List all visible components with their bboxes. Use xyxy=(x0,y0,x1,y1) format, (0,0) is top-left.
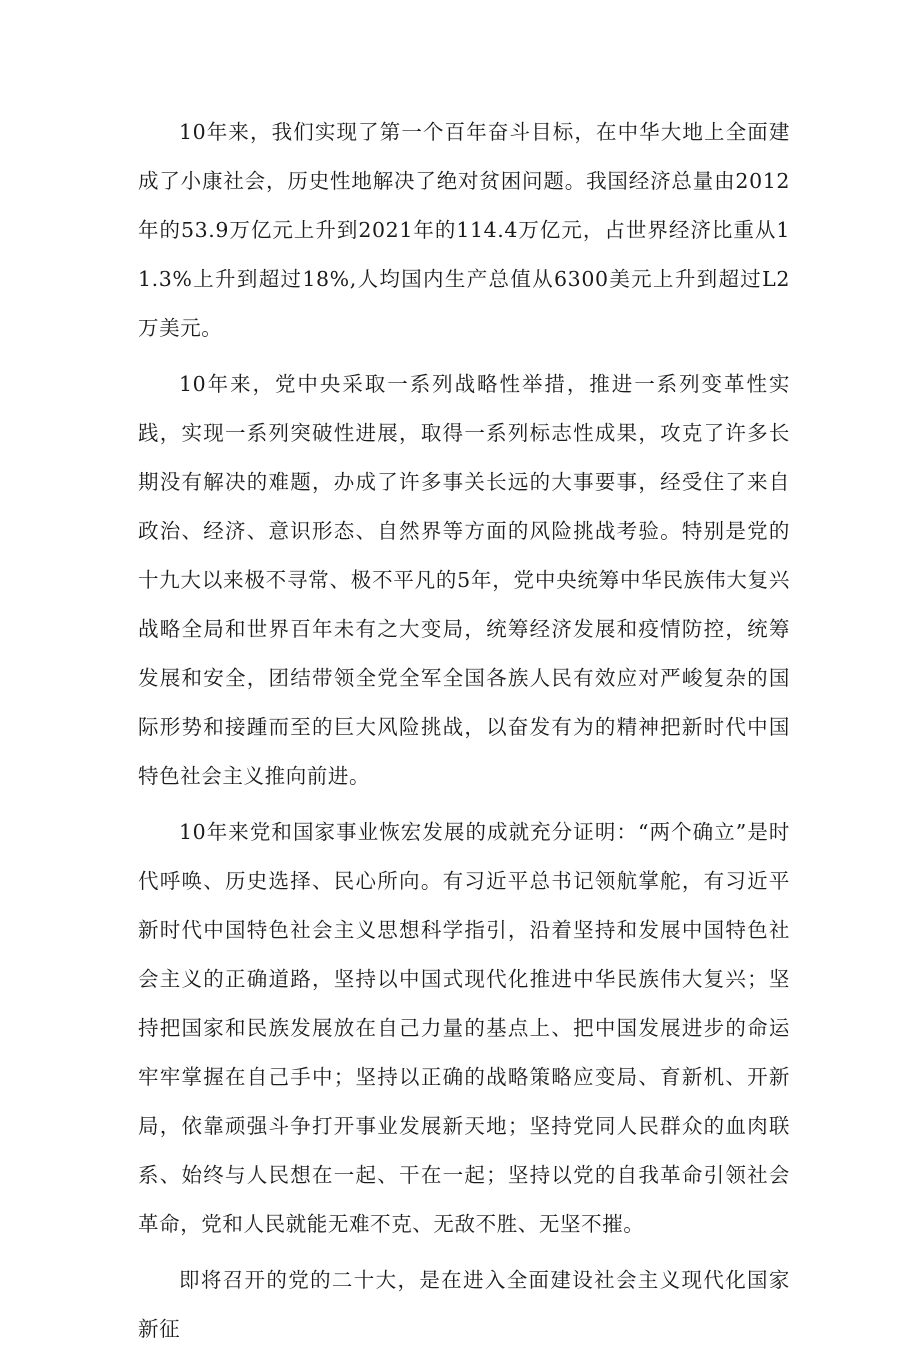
paragraph-strategic-measures: 10年来，党中央采取一系列战略性举措，推进一系列变革性实践，实现一系列突破性进展，取得一系列标志性成果，攻克了许多长期没有解决的难题，办成了许多事关长远的大事要事，经受住了来自政治、经济、意识形态、自然界等方面的风险挑战考验。特别是党的十九大以来极不寻常、极不平凡的5年，党中央统筹中华民族伟大复兴战略全局和世界百年未有之大变局，统筹经济发展和疫情防控，统筹发展和安全，团结带领全党全军全国各族人民有效应对严峻复杂的国际形势和接踵而至的巨大风险挑战，以奋发有为的精神把新时代中国特色社会主义推向前进。 xyxy=(138,372,790,788)
paragraph-achievements-economy: 10年来，我们实现了第一个百年奋斗目标，在中华大地上全面建成了小康社会，历史性地解决了绝对贫困问题。我国经济总量由2012年的53.9万亿元上升到2021年的114.4万亿元，占世界经济比重从11.3%上升到超过18%,人均国内生产总值从6300美元上升到超过L2万美元。 xyxy=(138,120,790,340)
paragraph-twentieth-congress: 即将召开的党的二十大，是在进入全面建设社会主义现代化国家新征 xyxy=(138,1268,790,1341)
paragraph-two-establishments: 10年来党和国家事业恢宏发展的成就充分证明：“两个确立”是时代呼唤、历史选择、民心所向。有习近平总书记领航掌舵，有习近平新时代中国特色社会主义思想科学指引，沿着坚持和发展中国特色社会主义的正确道路，坚持以中国式现代化推进中华民族伟大复兴；坚持把国家和民族发展放在自己力量的基点上、把中国发展进步的命运牢牢掌握在自己手中；坚持以正确的战略策略应变局、育新机、开新局，依靠顽强斗争打开事业发展新天地；坚持党同人民群众的血肉联系、始终与人民想在一起、干在一起；坚持以党的自我革命引领社会革命，党和人民就能无难不克、无敌不胜、无坚不摧。 xyxy=(138,820,790,1236)
document-body xyxy=(138,108,790,1354)
